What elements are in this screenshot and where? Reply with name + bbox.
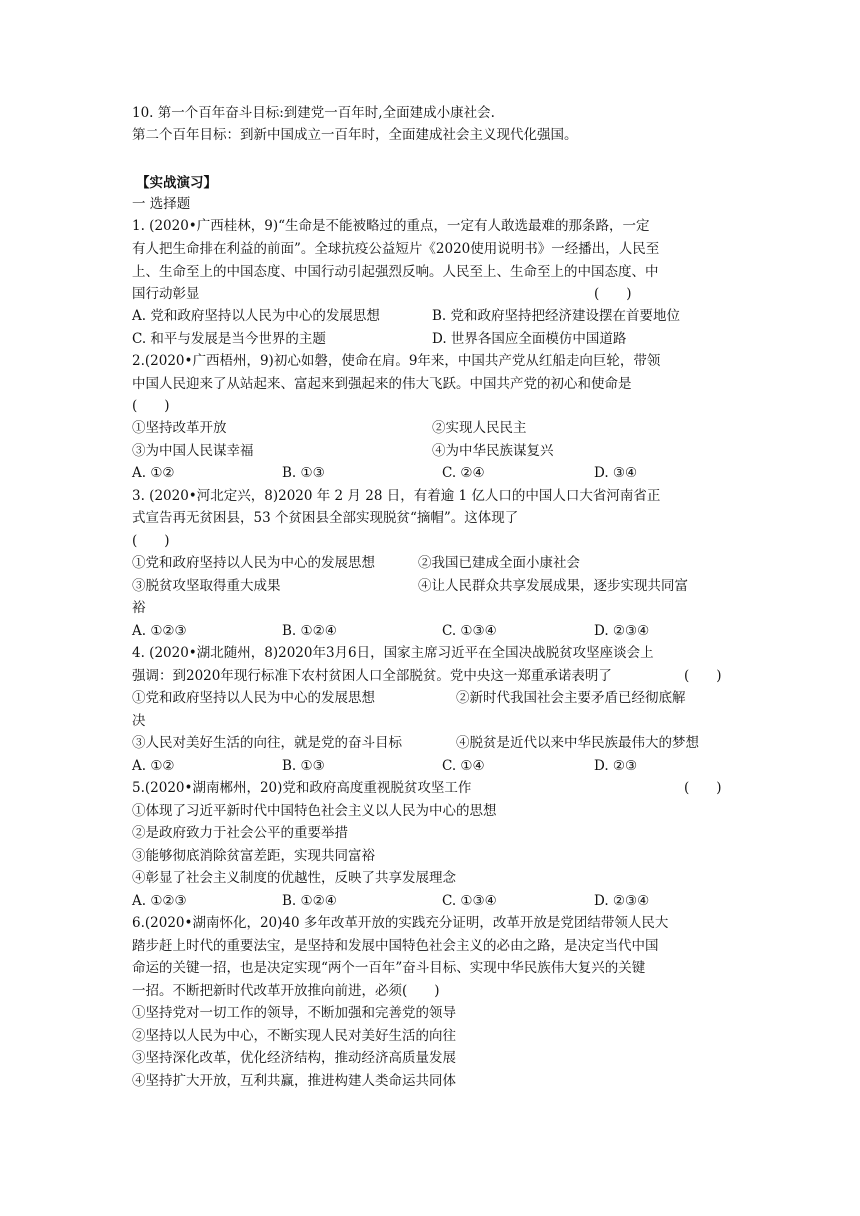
q3-option-b: B. ①②④ (282, 623, 337, 639)
q4-stem-line-2: 强调：到2020年现行标准下农村贫困人口全部脱贫。党中央这一郑重承诺表明了 (132, 668, 612, 684)
q6-stem-line-2: 踏步赶上时代的重要法宝，是坚持和发展中国特色社会主义的必由之路，是决定当代中国 (132, 938, 659, 954)
q4-statement-1: ①党和政府坚持以人民为中心的发展思想 (132, 690, 375, 706)
q5-statement-4: ④彰显了社会主义制度的优越性，反映了共享发展理念 (132, 870, 456, 886)
q5-answer-paren: ( ) (684, 780, 722, 796)
q4-statement-2-wrap: 决 (132, 713, 146, 729)
q5-option-a: A. ①②③ (132, 893, 187, 909)
q1-stem-line-3: 上、生命至上的中国态度、中国行动引起强烈反响。人民至上、生命至上的中国态度、中 (132, 264, 659, 280)
q4-stem-line-1: 4. (2020•湖北随州，8)2020年3月6日，国家主席习近平在全国决战脱贫攻坚座谈会上 (132, 645, 654, 661)
q2-option-c: C. ②④ (442, 465, 485, 481)
q5-statement-3: ③能够彻底消除贫富差距，实现共同富裕 (132, 848, 375, 864)
q3-statement-1: ①党和政府坚持以人民为中心的发展思想 (132, 555, 375, 571)
q3-statement-4-wrap: 裕 (132, 600, 146, 616)
subsection-title: 一 选择题 (132, 196, 191, 212)
q3-answer-paren: ( ) (132, 533, 170, 549)
q2-statement-4: ④为中华民族谋复兴 (432, 443, 554, 459)
q5-stem-line-1: 5.(2020•湖南郴州，20)党和政府高度重视脱贫攻坚工作 (132, 780, 472, 796)
q4-option-b: B. ①③ (282, 758, 325, 774)
q6-stem-line-1: 6.(2020•湖南怀化，20)40 多年改革开放的实践充分证明，改革开放是党团结带领人民大 (132, 915, 669, 931)
q6-stem-line-3: 命运的关键一招，也是决定实现“两个一百年”奋斗目标、实现中华民族伟大复兴的关键 (132, 960, 646, 976)
q5-option-c: C. ①③④ (442, 893, 497, 909)
q6-statement-4: ④坚持扩大开放，互利共赢，推进构建人类命运共同体 (132, 1073, 456, 1089)
q3-statement-2: ②我国已建成全面小康社会 (418, 555, 580, 571)
q1-option-a: A. 党和政府坚持以人民为中心的发展思想 (132, 308, 380, 324)
q3-stem-line-2: 式宣告再无贫困县，53 个贫困县全部实现脱贫“摘帽”。这体现了 (132, 510, 519, 526)
q4-option-c: C. ①④ (442, 758, 485, 774)
q5-statement-1: ①体现了习近平新时代中国特色社会主义以人民为中心的思想 (132, 803, 497, 819)
q4-option-d: D. ②③ (594, 758, 638, 774)
q4-statement-3: ③人民对美好生活的向往，就是党的奋斗目标 (132, 735, 402, 751)
q1-answer-paren: ( ) (594, 286, 632, 302)
q1-stem-line-4: 国行动彰显 (132, 286, 200, 302)
q2-option-b: B. ①③ (282, 465, 325, 481)
q2-answer-paren: ( ) (132, 398, 170, 414)
q3-stem-line-1: 3. (2020•河北定兴，8)2020 年 2 月 28 日，有着逾 1 亿人口的中国人口大省河南省正 (132, 488, 661, 504)
q4-statement-4: ④脱贫是近代以来中华民族最伟大的梦想 (456, 735, 699, 751)
intro-line-1: 10. 第一个百年奋斗目标:到建党一百年时,全面建成小康社会. (132, 105, 495, 121)
q5-option-d: D. ②③④ (594, 893, 650, 909)
q2-stem-line-2: 中国人民迎来了从站起来、富起来到强起来的伟大飞跃。中国共产党的初心和使命是 (132, 376, 632, 392)
q5-statement-2: ②是政府致力于社会公平的重要举措 (132, 825, 348, 841)
q3-statement-3: ③脱贫攻坚取得重大成果 (132, 578, 281, 594)
q3-option-a: A. ①②③ (132, 623, 187, 639)
section-title: 【实战演习】 (136, 175, 217, 191)
q2-option-a: A. ①② (132, 465, 175, 481)
q4-answer-paren: ( ) (684, 668, 722, 684)
q3-option-d: D. ②③④ (594, 623, 650, 639)
q1-option-d: D. 世界各国应全面模仿中国道路 (432, 331, 627, 347)
q1-stem-line-1: 1. (2020•广西桂林，9)“生命是不能被略过的重点，一定有人敢选最难的那条路，一定 (132, 218, 650, 234)
q1-stem-line-2: 有人把生命排在利益的前面”。全球抗疫公益短片《2020使用说明书》一经播出，人民至 (132, 241, 660, 257)
q6-statement-2: ②坚持以人民为中心，不断实现人民对美好生活的向往 (132, 1028, 456, 1044)
q1-option-b: B. 党和政府坚持把经济建设摆在首要地位 (432, 308, 681, 324)
q2-statement-3: ③为中国人民谋幸福 (132, 443, 254, 459)
q5-option-b: B. ①②④ (282, 893, 337, 909)
q1-option-c: C. 和平与发展是当今世界的主题 (132, 331, 326, 347)
q3-option-c: C. ①③④ (442, 623, 497, 639)
q6-stem-line-4: 一招。不断把新时代改革开放推向前进，必须( ) (132, 983, 440, 999)
q6-statement-3: ③坚持深化改革，优化经济结构，推动经济高质量发展 (132, 1050, 456, 1066)
q2-option-d: D. ③④ (594, 465, 638, 481)
q2-statement-2: ②实现人民民主 (432, 420, 527, 436)
q4-statement-2: ②新时代我国社会主要矛盾已经彻底解 (456, 690, 686, 706)
q2-stem-line-1: 2.(2020•广西梧州，9)初心如磐，使命在肩。9年来，中国共产党从红船走向巨轮，带领 (132, 353, 661, 369)
q4-option-a: A. ①② (132, 758, 175, 774)
q3-statement-4: ④让人民群众共享发展成果，逐步实现共同富 (418, 578, 688, 594)
q2-statement-1: ①坚持改革开放 (132, 420, 227, 436)
intro-line-2: 第二个百年目标：到新中国成立一百年时，全面建成社会主义现代化强国。 (132, 127, 578, 143)
q6-statement-1: ①坚持党对一切工作的领导，不断加强和完善党的领导 (132, 1005, 456, 1021)
